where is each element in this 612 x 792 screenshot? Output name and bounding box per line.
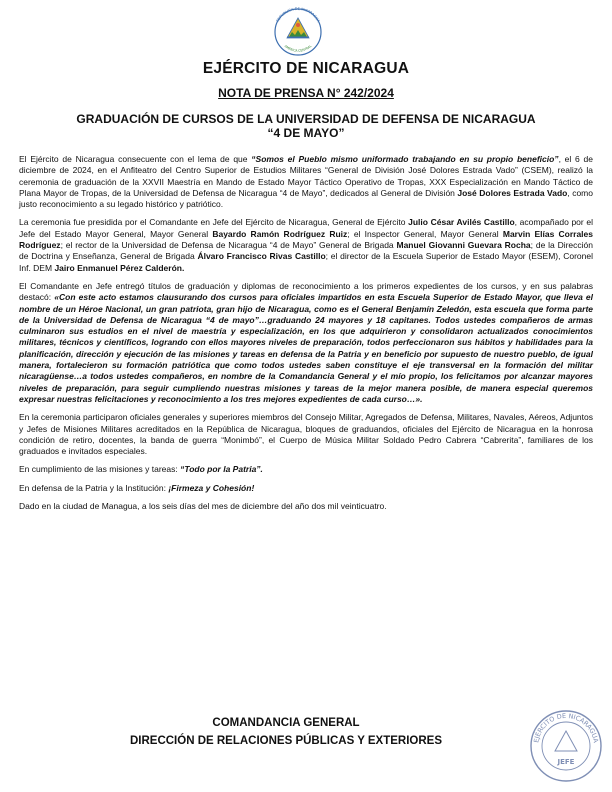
signature-line-1: COMANDANCIA GENERAL	[212, 717, 360, 729]
paragraph-2	[19, 217, 593, 273]
official-stamp-icon	[528, 708, 604, 784]
motto-quote: “Todo por la Patria”.	[180, 464, 263, 475]
nicaragua-coat-of-arms-icon	[269, 6, 327, 56]
signature-line-2: DIRECCIÓN DE RELACIONES PÚBLICAS Y EXTERIORES	[129, 735, 443, 747]
person-name: Manuel Giovanni Guevara Rocha	[396, 240, 531, 251]
text-run: Dado en la ciudad de Managua, a los seis días del mes de diciembre del año dos mil veinticuatro.	[19, 501, 387, 512]
text-run: , como justo reconocimiento a su legado histórico y patriótico.	[19, 187, 593, 210]
title-line-1: GRADUACIÓN DE CURSOS DE LA UNIVERSIDAD DE DEFENSA DE NICARAGUA	[76, 112, 536, 126]
speech-quote: «Con este acto estamos clausurando dos cursos para oficiales impartidos en esta Escuela Superior de Estado Mayor, que lleva el nombre de un Héroe Nacional, un gran patriota, gran hijo de Nicaragua, como es el General Benjamín Zeledón, esta escuela que forma parte de la Universidad de Defensa de Nicaragua “4 de mayo”…graduando 24 mayores y 18 capitanes. Todos ustedes compañeros de armas culminaron sus estudios en el nivel de maestría y especialización, en los que adquirieron y consolidaron actualizados conocimientos militares, técnicos y científicos, logrando con ellos mayores niveles de preparación, todos perfeccionaron sus hábitos y habilidades para la planificación, dirección y ejecución de las misiones y tareas en defensa de la Patria y en beneficio por supuesto de nuestro pueblo, de igual manera, fortalecieron su formación patriótica que como todos ustedes saben constituye el eje transversal en la formación del militar nicaragüense…a todos ustedes compañeros, en nombre de la Comandancia General y el mío propio, los felicitamos por alcanzar mayores niveles de preparación, para seguir cumpliendo nuestras misiones y tareas de la mejor manera posible, de manera especial queremos expresar nuestras felicitaciones y reconocimiento a los tres mejores expedientes de cada curso…».	[19, 292, 594, 404]
text-run: En defensa de la Patria y la Institución:	[19, 482, 169, 493]
seal-text-bottom: AMERICA CENTRAL	[283, 43, 313, 53]
stamp-ring-text: EJÉRCITO DE NICARAGUA	[532, 711, 600, 744]
text-run: ; de la Dirección de Doctrina y Enseñanza, General de Brigada	[19, 240, 593, 262]
motto-quote: “Somos el Pueblo mismo uniformado trabajando en su propio beneficio”	[251, 154, 559, 164]
text-run: ; el rector de la Universidad de Defensa de Nicaragua “4 de Mayo” General de Brigada	[60, 240, 397, 251]
stamp-label: JEFE	[557, 758, 575, 766]
motto-quote: ¡Firmeza y Cohesión!	[168, 482, 255, 493]
paragraph-7	[19, 501, 593, 512]
text-run: En la ceremonia participaron oficiales generales y superiores miembros del Consejo Militar, Agregados de Defensa, Militares, Navales, Aéreos, Adjuntos y Jefes de Misiones Militares acreditados en la República de Nicaragua, bloques de graduandos, oficiales del Ejército de Nicaragua en la honrosa condición de retiro, docentes, la banda de guerra “Monimbó”, el Cuerpo de Música Militar Soldado Pedro Cabrera “Cabrerita”, familiares de los graduados e invitados especiales.	[19, 412, 593, 457]
organization-heading: EJÉRCITO DE NICARAGUA	[202, 60, 410, 77]
text-run: ; el Inspector General, Mayor General	[347, 228, 503, 239]
paragraph-3	[19, 281, 593, 405]
paragraph-6	[19, 483, 593, 494]
text-run: ; el director de la Escuela Superior de Estado Mayor (ESEM), Coronel Inf. DEM	[19, 251, 593, 273]
text-run: El Ejército de Nicaragua consecuente con el lema de que	[19, 154, 252, 164]
paragraph-1	[19, 154, 593, 210]
person-name: Bayardo Ramón Rodríguez Ruiz	[212, 228, 348, 239]
title-line-2: “4 DE MAYO”	[267, 126, 345, 140]
press-release-body	[19, 154, 593, 519]
text-run: La ceremonia fue presidida por el Comandante en Jefe del Ejército de Nicaragua, General de Ejército	[19, 217, 409, 228]
person-name: Álvaro Francisco Rivas Castillo	[197, 251, 326, 262]
press-note-text: NOTA DE PRENSA N° 242/2024	[218, 86, 394, 100]
press-note-number	[0, 86, 612, 100]
svg-text:EJÉRCITO DE NICARAGUA	[532, 712, 600, 744]
person-name: Marvin Elías Corrales Rodríguez	[19, 228, 593, 251]
person-name: Julio César Avilés Castillo	[408, 217, 515, 228]
person-name: Jairo Enmanuel Pérez Calderón.	[54, 262, 185, 273]
text-run: El Comandante en Jefe entregó títulos de graduación y diplomas de reconocimiento a los primeros expedientes de los cursos, y en sus palabras destacó:	[19, 280, 593, 303]
text-run: , el 6 de diciembre de 2024, en el Anfiteatro del Centro Superior de Estudios Militares “General de División José Dolores Estrada Vado” (CSEM), realizó la ceremonia de graduación de la XXVII Maestría en Mando de Estado Mayor Táctico Operativo de Tropas, XXX Especialización en Mando Táctico de Plana Mayor de Tropas, de la Universidad de Defensa de Nicaragua “4 de Mayo”, dedicados al General de División	[19, 154, 593, 198]
press-release-title	[30, 112, 582, 140]
honoree-name: José Dolores Estrada Vado	[457, 187, 568, 198]
text-run: En cumplimiento de las misiones y tareas:	[19, 464, 181, 475]
text-run: , acompañado por el Jefe del Estado Mayor General, Mayor General	[19, 217, 593, 239]
paragraph-5	[19, 464, 593, 475]
paragraph-4	[19, 412, 593, 457]
seal-text-top: REPUBLICA DE NICARAGUA	[275, 6, 321, 23]
